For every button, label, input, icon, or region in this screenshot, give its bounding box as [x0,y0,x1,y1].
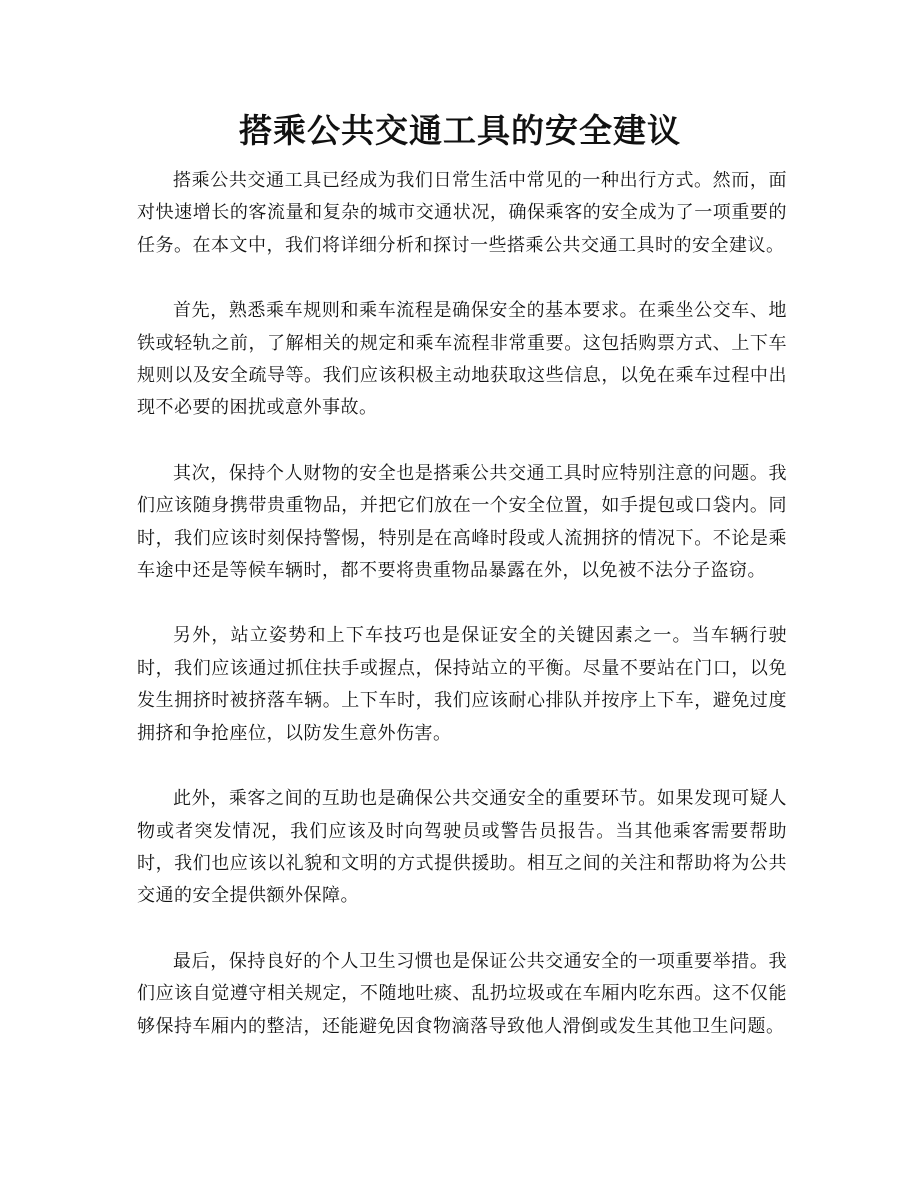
paragraph-intro: 搭乘公共交通工具已经成为我们日常生活中常见的一种出行方式。然而，面对快速增长的客流量和复杂的城市交通状况，确保乘客的安全成为了一项重要的任务。在本文中，我们将详细分析和探讨一些搭乘公共交通工具时的安全建议。 [137,170,787,256]
paragraph-mutual-help: 此外，乘客之间的互助也是确保公共交通安全的重要环节。如果发现可疑人物或者突发情况，我们应该及时向驾驶员或警告员报告。当其他乘客需要帮助时，我们也应该以礼貌和文明的方式提供援助。相互之间的关注和帮助将为公共交通的安全提供额外保障。 [137,788,787,907]
document-body [137,165,787,1076]
paragraph-belongings: 其次，保持个人财物的安全也是搭乘公共交通工具时应特别注意的问题。我们应该随身携带贵重物品，并把它们放在一个安全位置，如手提包或口袋内。同时，我们应该时刻保持警惕，特别是在高峰时段或人流拥挤的情况下。不论是乘车途中还是等候车辆时，都不要将贵重物品暴露在外，以免被不法分子盗窃。 [137,462,787,582]
paragraph-posture: 另外，站立姿势和上下车技巧也是保证安全的关键因素之一。当车辆行驶时，我们应该通过抓住扶手或握点，保持站立的平衡。尽量不要站在门口，以免发生拥挤时被挤落车辆。上下车时，我们应该耐心排队并按序上下车，避免过度拥挤和争抢座位，以防发生意外伤害。 [137,625,787,744]
paragraph-hygiene: 最后，保持良好的个人卫生习惯也是保证公共交通安全的一项重要举措。我们应该自觉遵守相关规定，不随地吐痰、乱扔垃圾或在车厢内吃东西。这不仅能够保持车厢内的整洁，还能避免因食物滴落导致他人滑倒或发生其他卫生问题。 [137,950,787,1037]
paragraph-rules: 首先，熟悉乘车规则和乘车流程是确保安全的基本要求。在乘坐公交车、地铁或轻轨之前，了解相关的规定和乘车流程非常重要。这包括购票方式、上下车规则以及安全疏导等。我们应该积极主动地获取这些信息，以免在乘车过程中出现不必要的困扰或意外事故。 [137,300,787,419]
document-title: 搭乘公共交通工具的安全建议 [239,111,681,150]
